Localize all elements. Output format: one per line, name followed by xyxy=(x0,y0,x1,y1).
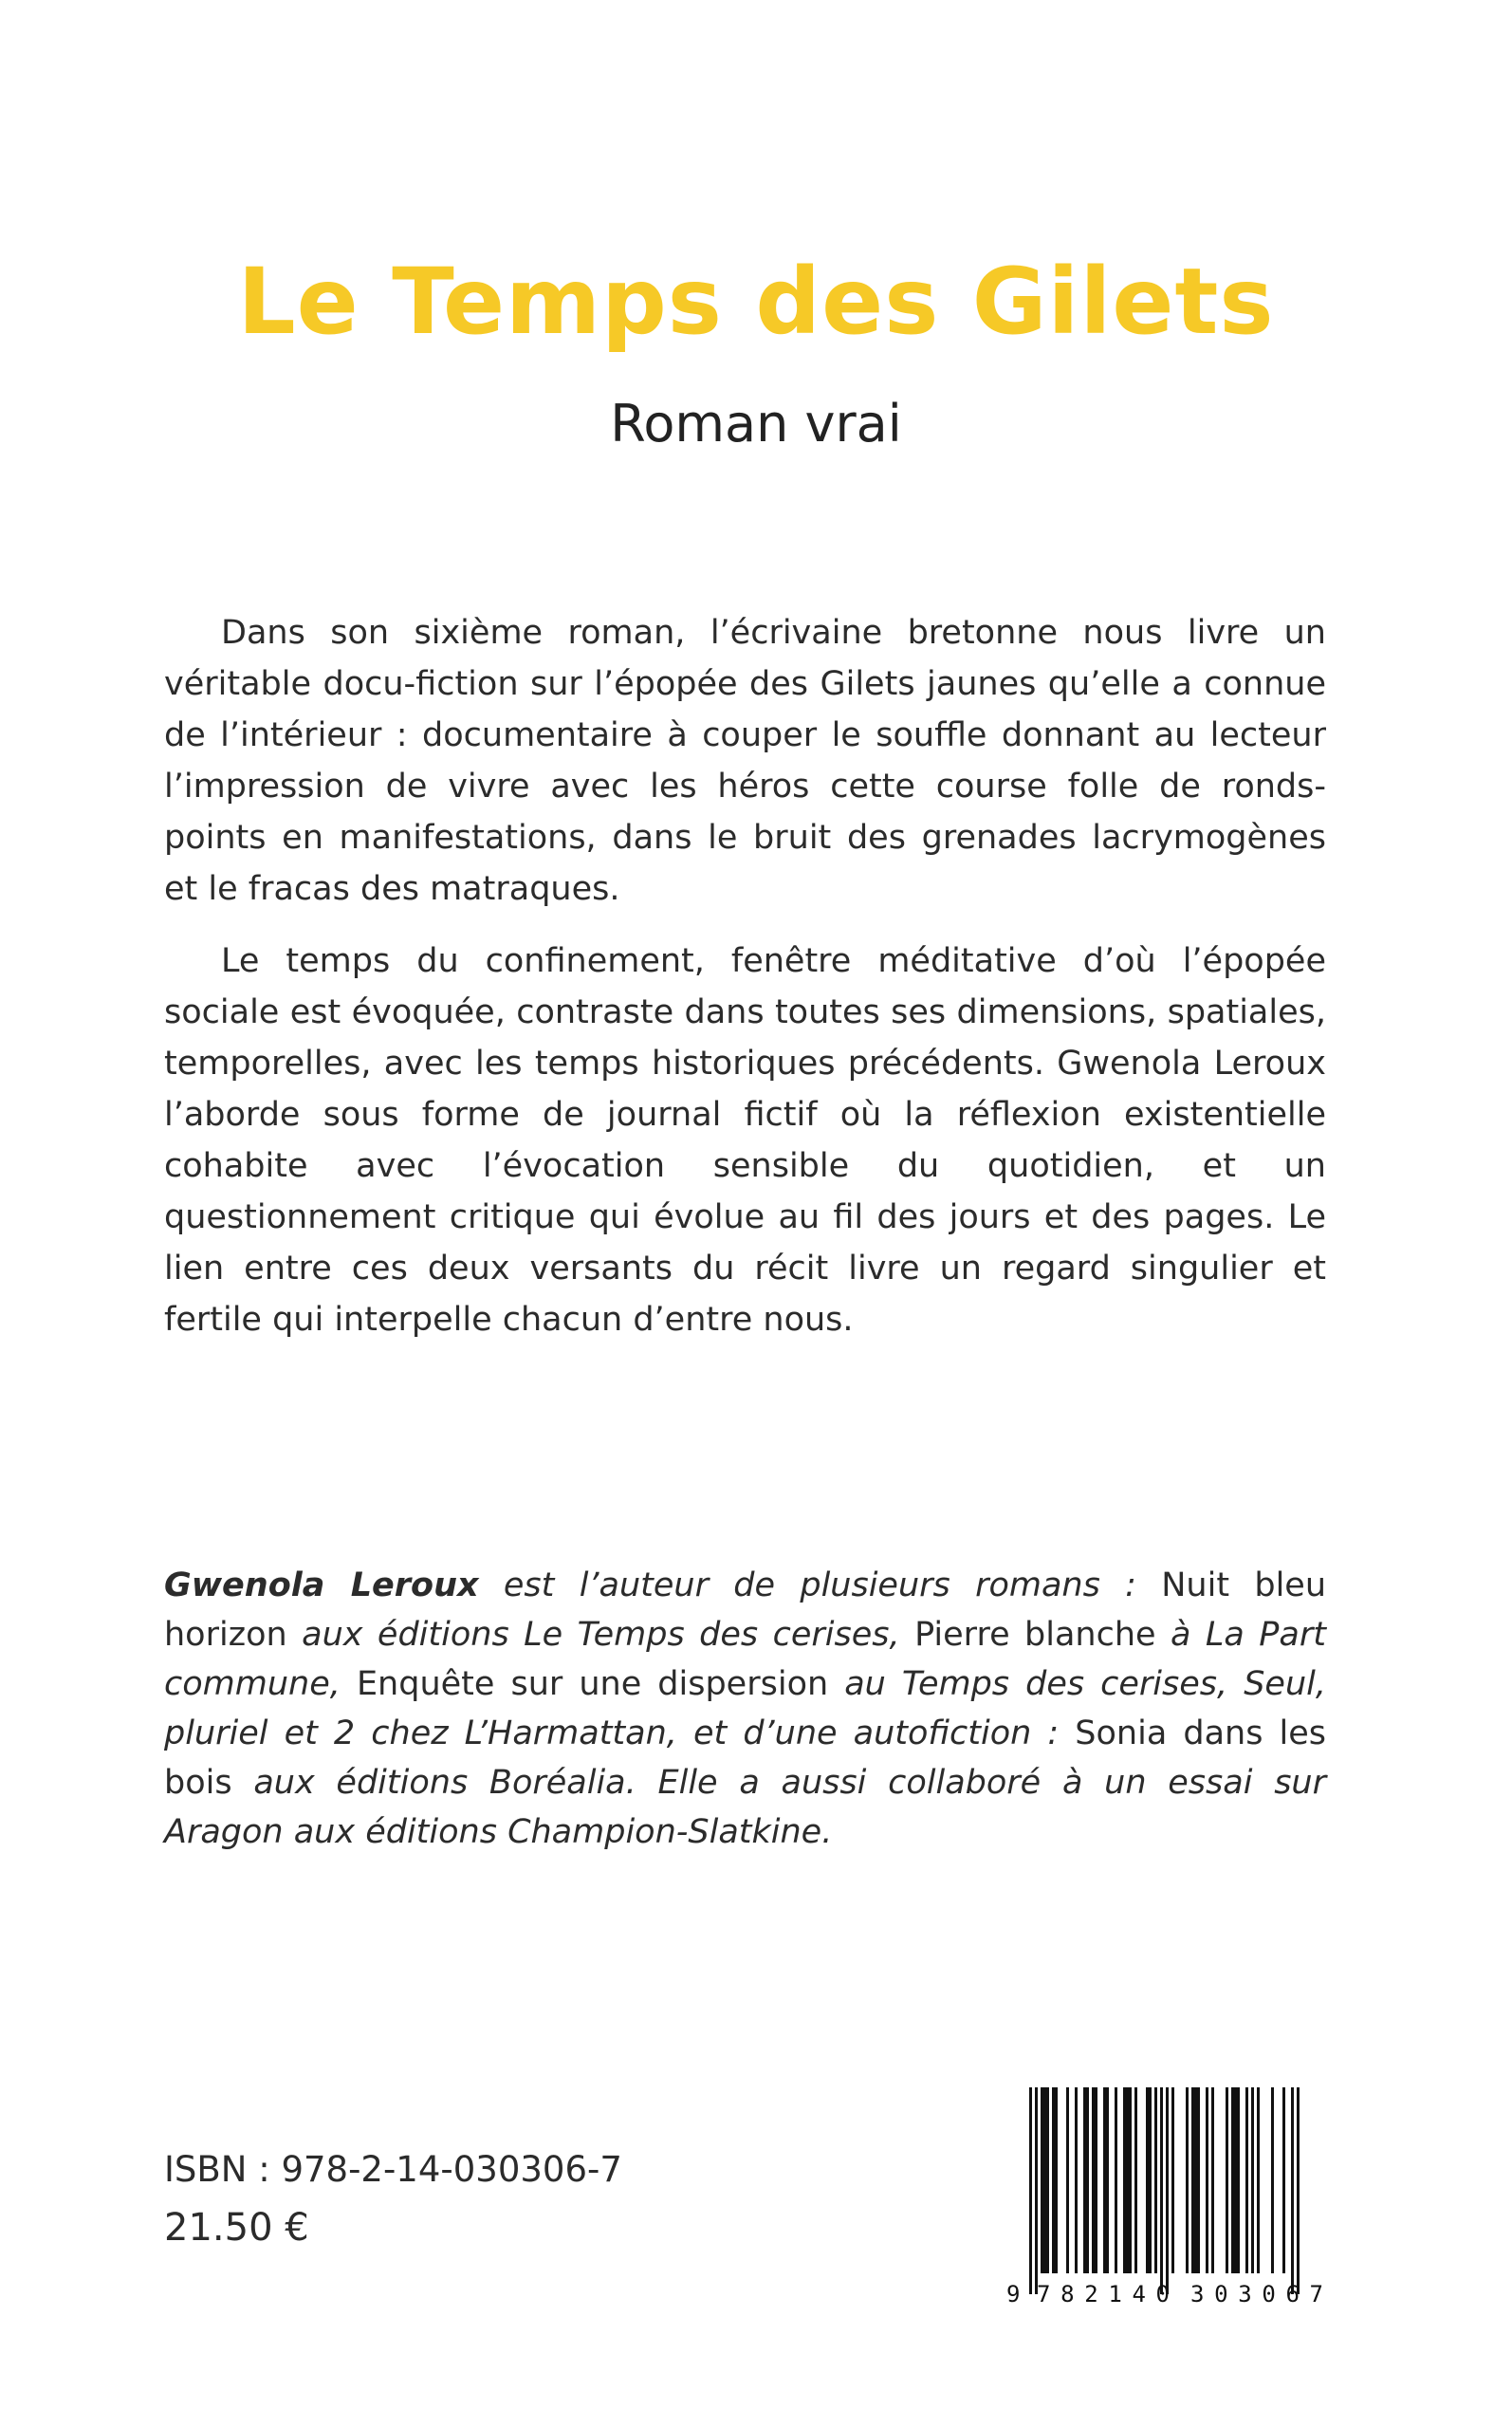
barcode-bar xyxy=(1231,2087,1234,2273)
bio-text: aux éditions Boréalia. Elle a aussi collaboré à un essai sur Aragon aux éditions Champion-Slatkine. xyxy=(164,1764,1326,1851)
barcode-bar xyxy=(1095,2087,1097,2273)
barcode-first-digit: 9 xyxy=(1006,2281,1021,2306)
barcode-bar xyxy=(1029,2087,1032,2294)
isbn-label: ISBN : 978-2-14-030306-7 xyxy=(164,2149,622,2190)
barcode-graphic xyxy=(1001,2078,1352,2306)
barcode xyxy=(1001,2078,1352,2306)
barcode-bar xyxy=(1197,2087,1200,2273)
bio-text: est l’auteur de plusieurs romans : xyxy=(478,1566,1162,1604)
barcode-bar xyxy=(1186,2087,1189,2273)
barcode-bar xyxy=(1171,2087,1174,2273)
barcode-bar xyxy=(1123,2087,1126,2273)
barcode-bar xyxy=(1043,2087,1046,2273)
barcode-bar xyxy=(1257,2087,1260,2273)
barcode-bar xyxy=(1083,2087,1086,2273)
bio-book-title: Nuit bleu horizon xyxy=(164,1566,1327,1654)
back-cover-blurb xyxy=(164,607,1326,1345)
barcode-bar xyxy=(1149,2087,1152,2273)
barcode-bar xyxy=(1271,2087,1274,2273)
blurb-paragraph: Dans son sixième roman, l’écrivaine bretonne nous livre un véritable docu-fiction sur l’épopée des Gilets jaunes qu’elle a connue de l’intérieur : documentaire à couper le souffle donnant au lecteur l’impression de vivre avec les héros cette course folle de ronds-points en manifestations, dans le bruit des grenades lacrymogènes et le fracas des matraques. xyxy=(164,614,1326,908)
barcode-bar xyxy=(1146,2087,1149,2273)
barcode-bar xyxy=(1191,2087,1194,2273)
barcode-bar xyxy=(1066,2087,1069,2273)
barcode-bar xyxy=(1206,2087,1208,2273)
author-bio xyxy=(164,1561,1326,1857)
bio-book-title: Enquête sur une dispersion xyxy=(356,1665,829,1703)
bio-book-title: Sonia dans les bois xyxy=(164,1714,1327,1802)
barcode-bar xyxy=(1055,2087,1058,2273)
bio-text: aux éditions Le Temps des cerises, xyxy=(286,1616,915,1654)
barcode-bar xyxy=(1041,2087,1043,2273)
barcode-bar xyxy=(1134,2087,1137,2273)
barcode-bar xyxy=(1194,2087,1197,2273)
barcode-bar xyxy=(1234,2087,1237,2273)
barcode-bar xyxy=(1035,2087,1038,2294)
bio-text: au Temps des cerises, Seul, pluriel et 2 chez L’Harmattan, et d’une autofiction : xyxy=(164,1665,1326,1752)
barcode-bars xyxy=(1029,2087,1300,2294)
barcode-bar xyxy=(1086,2087,1089,2273)
barcode-bar xyxy=(1297,2087,1300,2294)
barcode-bar xyxy=(1291,2087,1294,2294)
price-label: 21.50 € xyxy=(164,2206,309,2250)
bio-book-title: Pierre blanche xyxy=(914,1616,1156,1654)
barcode-bar xyxy=(1075,2087,1078,2273)
barcode-bar xyxy=(1106,2087,1109,2273)
barcode-bar xyxy=(1282,2087,1285,2273)
barcode-bar xyxy=(1154,2087,1157,2273)
barcode-right-digits: 303067 xyxy=(1190,2281,1323,2306)
barcode-bar xyxy=(1251,2087,1254,2273)
blurb-paragraph: Le temps du confinement, fenêtre méditative d’où l’épopée sociale est évoquée, contraste dans toutes ses dimensions, spatiales, temporelles, avec les temps historiques précédents. Gwenola Leroux l’aborde sous forme de journal fictif où la réflexion existentielle cohabite avec l’évocation sensible du quotidien, et un questionnement critique qui évolue au fil des jours et des pages. Le lien entre ces deux versants du récit livre un regard singulier et fertile qui interpelle chacun d’entre nous. xyxy=(164,942,1326,1339)
book-title: Le Temps des Gilets xyxy=(237,249,1275,355)
barcode-bar xyxy=(1103,2087,1106,2273)
barcode-bar xyxy=(1160,2087,1163,2294)
barcode-bar xyxy=(1092,2087,1095,2273)
barcode-bar xyxy=(1115,2087,1117,2273)
barcode-bar xyxy=(1052,2087,1055,2273)
bio-text: à La Part commune, xyxy=(164,1616,1326,1703)
barcode-left-digits: 782140 xyxy=(1037,2281,1170,2306)
barcode-bar xyxy=(1046,2087,1049,2273)
barcode-bar xyxy=(1237,2087,1240,2273)
book-subtitle: Roman vrai xyxy=(610,394,902,454)
barcode-bar xyxy=(1129,2087,1132,2273)
barcode-bar xyxy=(1245,2087,1248,2273)
barcode-bar xyxy=(1126,2087,1129,2273)
author-name: Gwenola Leroux xyxy=(164,1566,479,1604)
barcode-bar xyxy=(1226,2087,1228,2273)
barcode-bar xyxy=(1166,2087,1169,2294)
barcode-bar xyxy=(1211,2087,1214,2273)
